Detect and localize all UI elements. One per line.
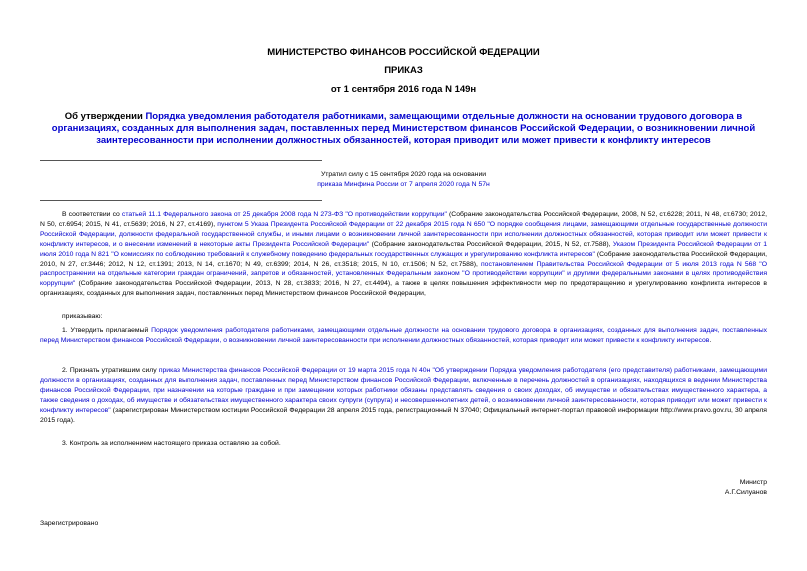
item-2-paragraph [40, 366, 767, 425]
order-word: приказываю: [62, 313, 103, 320]
divider-bottom [40, 200, 322, 201]
title-order-link[interactable]: Порядка уведомления работодателя работниками, замещающими отдельные должности на основании трудового договора в организациях, созданных для выполнения задач, поставленных перед Министерством финансов Российской Федерации, о возникновении личной заинтересованности при исполнении должностных обязанностей, которая приводит или может привести к конфликту интересов [51, 111, 756, 146]
preamble-text-5: (Собрание законодательства Российской Федерации, 2013, N 28, ст.3833; 2016, N 27, ст.4494), а также в целях повышения эффективности мер по предотвращению и урегулированию конфликта интересов в организациях, созданных для выполнения задач, поставленных перед Министерством финансов Российской Федерации, [40, 280, 767, 298]
item-3-paragraph: 3. Контроль за исполнением настоящего приказа оставляю за собой. [62, 440, 281, 447]
law-273-link[interactable]: статьей 11.1 Федерального закона от 25 декабря 2008 года N 273-ФЗ "О противодействии коррупции" [121, 211, 447, 218]
document-type: ПРИКАЗ [384, 65, 423, 76]
approved-order-link[interactable]: Порядок уведомления работодателя работниками, замещающими отдельные должности на основании трудового договора в организациях, созданных для выполнения задач, поставленных перед Министерством финансов Российской Федерации, о возникновении личной заинтересованности при исполнении должностных обязанностей, которая приводит или может привести к конфликту интересов [40, 327, 768, 344]
item-2-text: 2. Признать утратившим силу [62, 367, 159, 374]
item-1-end: . [709, 336, 712, 344]
document-title [40, 111, 767, 147]
divider-top [40, 160, 322, 161]
status-note [40, 170, 767, 190]
preamble-paragraph [40, 210, 767, 299]
preamble-text-4: (Собрание законодательства Российской Федерации, 2010, N 27, ст.3446; 2012, N 12, ст.1391; 2013, N 14, ст.1670; N 49, ст.6399; 2014, N 26, ст.3518; 2015, N 10, ст.1506; N 52, ст.7588), [40, 250, 767, 268]
registered-note: Зарегистрировано [40, 520, 99, 527]
status-line: Утратил силу с 15 сентября 2020 года на основании [320, 171, 487, 178]
order-40n-link[interactable]: приказ Министерства финансов Российской Федерации от 19 марта 2015 года N 40н "Об утверждении Порядка уведомления работодателя (его представителя) работниками, замещающими должности в организациях, созданных для выполнения задач, поставленных перед Министерством финансов Российской Федерации, включенные в перечень должностей в организациях, находящихся в ведении Министерства финансов Российской Федерации, при назначении на которые граждане и при замещении которых работники обязаны представлять сведения о своих доходах, об имуществе и обязательствах имущественного характера, а также сведения о доходах, об имуществе и обязательствах имущественного характера своих супруги (супруга) и несовершеннолетних детей, о возникновении личной заинтересованности, которая приводит или может привести к конфликту интересов" [40, 367, 768, 414]
signature-block [725, 478, 767, 498]
status-repeal-link[interactable]: приказа Минфина России от 7 апреля 2020 года N 57н [317, 181, 490, 188]
signature-name: А.Г.Силуанов [724, 489, 767, 496]
preamble-text-1: В соответствии со [62, 211, 122, 218]
ministry-heading: МИНИСТЕРСТВО ФИНАНСОВ РОССИЙСКОЙ ФЕДЕРАЦИИ [267, 47, 540, 58]
decree-650-link[interactable]: пунктом 5 Указа Президента Российской Федерации от 22 декабря 2015 года N 650 "О порядке сообщения лицами, замещающими отдельные государственные должности Российской Федерации, должности федеральной государственной службы, и иными лицами о возникновении личной заинтересованности при исполнении должностных обязанностей, которая приводит или может привести к конфликту интересов, и о внесении изменений в некоторые акты Президента Российской Федерации" [40, 220, 767, 248]
item-1-paragraph [40, 326, 767, 346]
preamble-text-3: (Собрание законодательства Российской Федерации, 2015, N 52, ст.7588), [369, 240, 613, 248]
item-2-end: (зарегистрирован Министерством юстиции Российской Федерации 28 апреля 2015 года, регистрационный N 37040; Официальный интернет-портал правовой информации http://www.pravo.gov.ru, 30 апреля 2015 года). [40, 406, 767, 424]
title-prefix: Об утверждении [64, 111, 146, 122]
resolution-568-link[interactable]: постановлением Правительства Российской Федерации от 5 июля 2013 года N 568 "О распространении на отдельные категории граждан ограничений, запретов и обязанностей, установленных Федеральным законом "О противодействии коррупции" и другими федеральными законами в целях противодействия коррупции" [40, 260, 767, 288]
document-date-number: от 1 сентября 2016 года N 149н [330, 84, 477, 95]
signature-position: Министр [739, 479, 767, 486]
decree-821-link[interactable]: Указом Президента Российской Федерации от 1 июля 2010 года N 821 "О комиссиях по соблюдению требований к служебному поведению федеральных государственных служащих и урегулированию конфликта интересов" [40, 240, 767, 258]
item-1-text: 1. Утвердить прилагаемый [62, 327, 152, 334]
preamble-text-2: (Собрание законодательства Российской Федерации, 2008, N 52, ст.6228; 2011, N 48, ст.6730; 2012, N 50, ст.6954; 2015, N 41, ст.5639; 2016, N 27, ст.4169), [40, 211, 768, 228]
